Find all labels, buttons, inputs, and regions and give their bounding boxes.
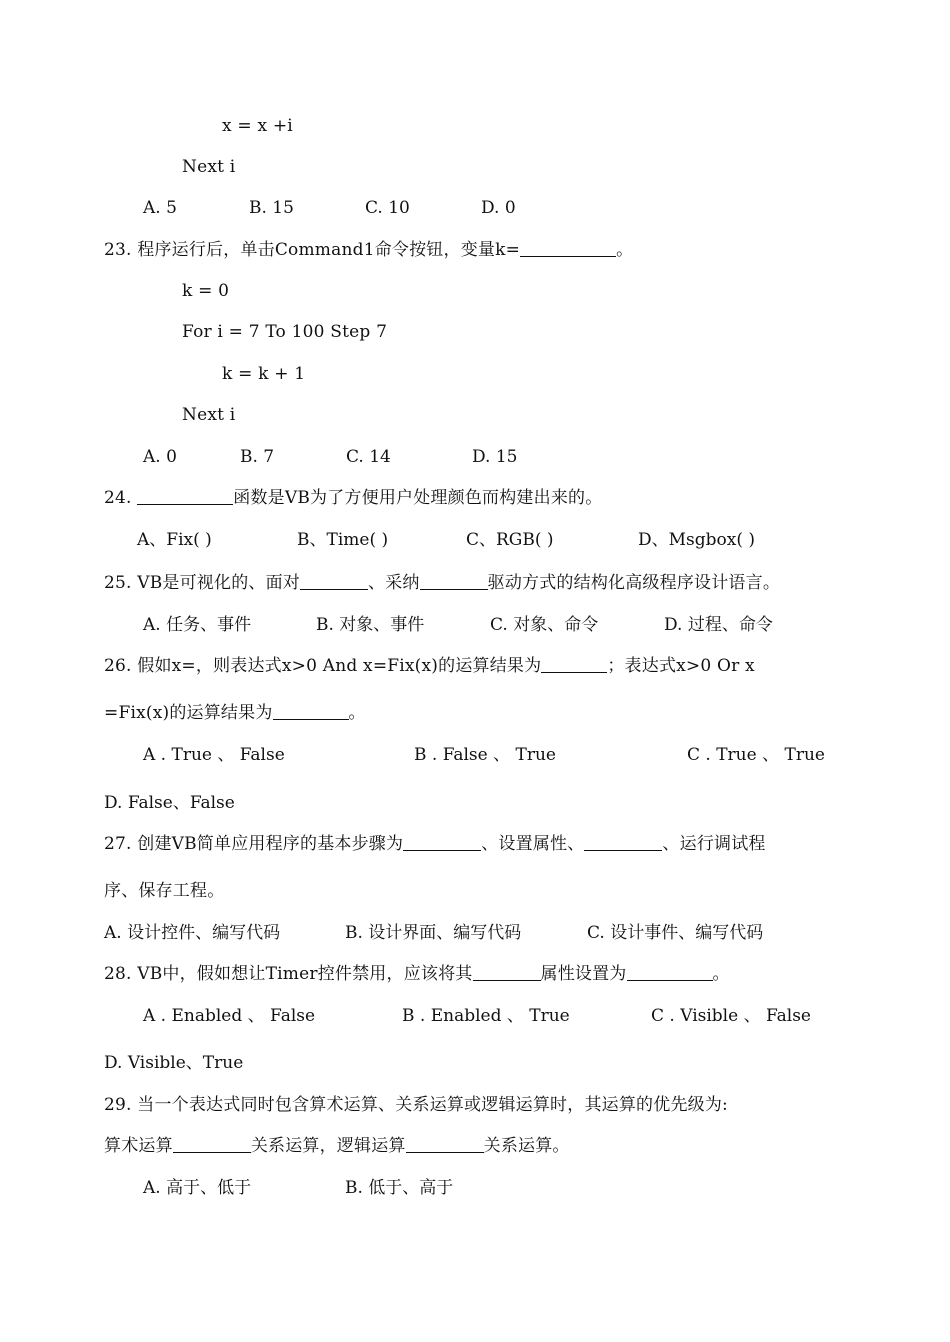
- q24-stem-text: 函数是VB为了方便用户处理颜色而构建出来的。: [233, 488, 603, 508]
- q26-option-b: B . False 、 True: [414, 745, 556, 765]
- q22-option-d: D. 0: [481, 198, 516, 218]
- q25-stem: [104, 573, 780, 593]
- q22-code-line: Next i: [182, 157, 236, 177]
- q29-stem-part: 关系运算。: [483, 1136, 570, 1156]
- q29-stem: 29. 当一个表达式同时包含算术运算、关系运算或逻辑运算时，其运算的优先级为:: [104, 1095, 728, 1115]
- q27-stem-part: 、设置属性、: [481, 834, 585, 854]
- q27-stem-part: 、运行调试程: [662, 834, 766, 854]
- q23-option-d: D. 15: [472, 447, 518, 467]
- q26-stem-cont: [104, 703, 366, 723]
- q29-blank-1: [173, 1136, 251, 1153]
- q23-code-line: Next i: [182, 405, 236, 425]
- q23-code-line: For i = 7 To 100 Step 7: [182, 322, 388, 342]
- q25-stem-part: 、采纳: [368, 573, 420, 593]
- q26-stem-part: ；表达式x>0 Or x: [607, 656, 755, 676]
- q25-blank-1: [300, 573, 368, 590]
- q24-blank: [137, 488, 233, 505]
- q22-option-c: C. 10: [365, 198, 410, 218]
- q27-blank-1: [403, 834, 481, 851]
- q22-option-a: A. 5: [143, 198, 177, 218]
- q25-option-d: D. 过程、命令: [664, 615, 773, 635]
- q24-stem: [104, 488, 602, 508]
- q27-blank-2: [584, 834, 662, 851]
- q29-stem-part: 算术运算: [104, 1136, 173, 1156]
- q25-blank-2: [420, 573, 488, 590]
- q27-option-b: B. 设计界面、编写代码: [345, 923, 522, 943]
- q24-number: 24.: [104, 488, 132, 508]
- q25-option-b: B. 对象、事件: [316, 615, 425, 635]
- q24-option-d: D、Msgbox( ): [638, 530, 756, 550]
- q25-option-a: A. 任务、事件: [143, 615, 252, 635]
- q23-option-c: C. 14: [346, 447, 391, 467]
- q23-stem-end: 。: [616, 240, 634, 260]
- q23-option-b: B. 7: [240, 447, 275, 467]
- q26-stem-part: 26. 假如x=，则表达式x>0 And x=Fix(x)的运算结果为: [104, 656, 542, 676]
- q27-stem: [104, 834, 766, 854]
- q26-stem: [104, 656, 755, 676]
- q23-stem-text: 23. 程序运行后，单击Command1命令按钮，变量k=: [104, 240, 521, 260]
- q24-option-c: C、RGB( ): [466, 530, 554, 550]
- q28-option-c: C . Visible 、 False: [651, 1006, 811, 1026]
- q28-option-d: D. Visible、True: [104, 1053, 244, 1073]
- q28-blank-1: [473, 964, 541, 981]
- q25-option-c: C. 对象、命令: [490, 615, 599, 635]
- q26-stem-part: =Fix(x)的运算结果为: [104, 703, 273, 723]
- q23-code-line: k = 0: [182, 281, 230, 301]
- q27-stem-part: 27. 创建VB简单应用程序的基本步骤为: [104, 834, 404, 854]
- q28-option-b: B . Enabled 、 True: [402, 1006, 570, 1026]
- q25-stem-part: 驱动方式的结构化高级程序设计语言。: [487, 573, 781, 593]
- q26-option-d: D. False、False: [104, 793, 235, 813]
- q29-option-b: B. 低于、高于: [345, 1178, 454, 1198]
- q23-blank: [520, 240, 616, 257]
- q27-option-a: A. 设计控件、编写代码: [104, 923, 281, 943]
- q26-blank-1: [541, 656, 607, 673]
- q23-stem: [104, 240, 633, 260]
- q22-code-line: x = x +i: [222, 116, 293, 136]
- q29-blank-2: [406, 1136, 484, 1153]
- q24-option-a: A、Fix( ): [137, 530, 212, 550]
- q25-stem-part: 25. VB是可视化的、面对: [104, 573, 301, 593]
- q26-option-c: C . True 、 True: [687, 745, 825, 765]
- q28-stem-part: 属性设置为: [540, 964, 627, 984]
- q29-stem-part: 关系运算，逻辑运算: [250, 1136, 406, 1156]
- q29-option-a: A. 高于、低于: [143, 1178, 252, 1198]
- q24-option-b: B、Time( ): [297, 530, 389, 550]
- q28-blank-2: [627, 964, 713, 981]
- q26-stem-part: 。: [348, 703, 366, 723]
- q26-option-a: A . True 、 False: [143, 745, 285, 765]
- q27-stem-cont: 序、保存工程。: [104, 881, 225, 901]
- q28-stem-part: 28. VB中，假如想让Timer控件禁用，应该将其: [104, 964, 473, 984]
- q23-option-a: A. 0: [143, 447, 177, 467]
- q28-option-a: A . Enabled 、 False: [143, 1006, 316, 1026]
- q28-stem-part: 。: [712, 964, 730, 984]
- q23-code-line: k = k + 1: [222, 364, 306, 384]
- q27-option-c: C. 设计事件、编写代码: [587, 923, 764, 943]
- q29-stem-cont: [104, 1136, 570, 1156]
- q22-option-b: B. 15: [249, 198, 294, 218]
- q28-stem: [104, 964, 730, 984]
- q26-blank-2: [273, 703, 349, 720]
